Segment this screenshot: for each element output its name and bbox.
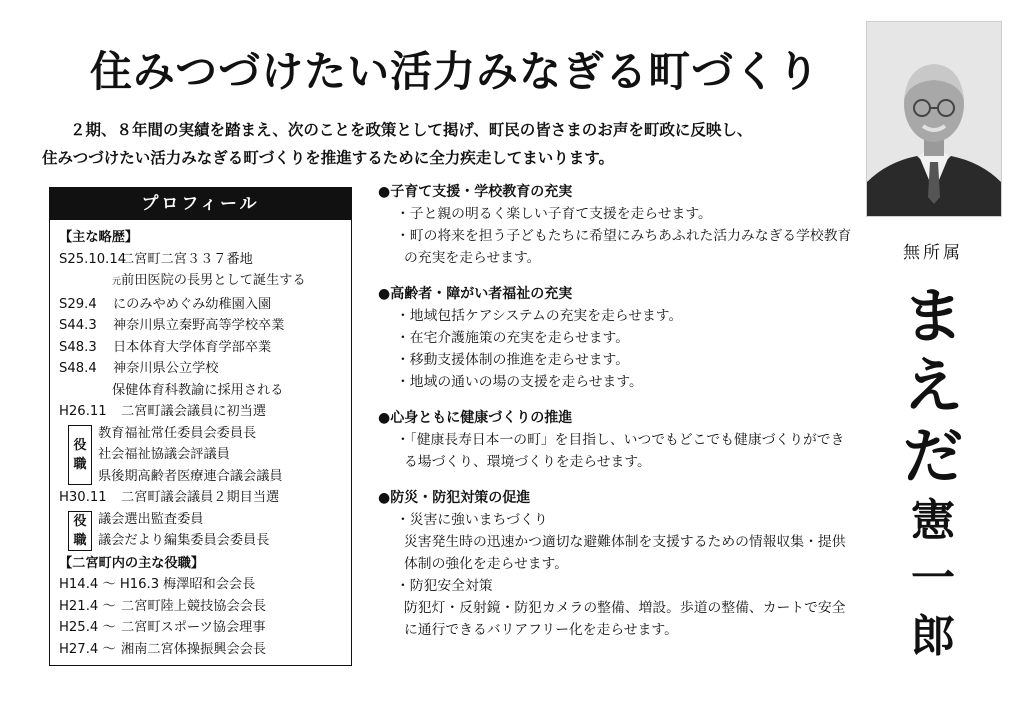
intro-text xyxy=(42,116,862,172)
policy-section xyxy=(378,181,858,269)
policy-item: ・災害に強いまちづくり xyxy=(396,512,548,528)
history-row: H26.11 二宮町議会議員に初当選 xyxy=(59,404,267,419)
role-item: 教育福祉常任委員会委員長 xyxy=(98,425,257,441)
candidate-photo xyxy=(866,21,1002,217)
role-item: 県後期高齢者医療連合議会議員 xyxy=(98,468,283,484)
history-row: S29.4 にのみやめぐみ幼稚園入園 xyxy=(59,296,272,312)
policy-heading: ●高齢者・障がい者福祉の充実 xyxy=(378,286,573,302)
role-label: 役 職 xyxy=(68,425,92,486)
policy-item: ・子と親の明るく楽しい子育て支援を走らせます。 xyxy=(396,206,712,222)
policy-section xyxy=(378,487,858,641)
policy-item: ・町の将来を担う子どもたちに希望にみちあふれた活力みなぎる学校教育の充実を走らせます。 xyxy=(396,228,852,266)
profile-heading: プロフィール xyxy=(50,188,351,220)
local-row: H25.4 ～ 二宮町スポーツ協会理事 xyxy=(59,620,266,635)
policy-heading: ●子育て支援・学校教育の充実 xyxy=(378,184,573,200)
local-row: H14.4 ～ H16.3 梅澤昭和会会長 xyxy=(59,577,256,592)
local-title: 【二宮町内の主な役職】 xyxy=(59,555,205,571)
history-row: S44.3 神奈川県立秦野高等学校卒業 xyxy=(59,318,285,333)
intro-line-1: ２期、８年間の実績を踏まえ、次のことを政策として掲げ、町民の皆さまのお声を町政に反映し、 xyxy=(70,121,753,139)
policy-detail: 防犯灯・反射鏡・防犯カメラの整備、増設。歩道の整備、カートで安全に通行できるバリアフリー化を走らせます。 xyxy=(404,600,846,638)
policy-item: ・地域包括ケアシステムの充実を走らせます。 xyxy=(396,308,683,324)
role-item: 議会選出監査委員 xyxy=(98,511,204,527)
name-char: 一 xyxy=(911,553,955,604)
policy-item: ・地域の通いの場の支援を走らせます。 xyxy=(396,374,643,390)
history-row: 保健体育科教諭に採用される xyxy=(112,382,284,398)
policy-item: ・在宅介護施策の充実を走らせます。 xyxy=(396,330,630,346)
role-item: 社会福祉協議会評議員 xyxy=(98,447,230,462)
portrait-image xyxy=(867,22,1001,216)
affiliation-label: 無所属 xyxy=(903,243,963,263)
history-row: H30.11 二宮町議会議員２期目当選 xyxy=(59,490,280,505)
history-row: 元前田医院の長男として誕生する xyxy=(112,273,306,288)
name-char: 憲 xyxy=(911,495,955,546)
history-row: S25.10.14 二宮町二宮３３７番地 xyxy=(59,251,253,267)
history-title: 【主な略歴】 xyxy=(59,230,139,245)
policy-detail: 災害発生時の迅速かつ適切な避難体制を支援するための情報収集・提供体制の強化を走らせます。 xyxy=(404,534,846,572)
intro-line-2: 住みつづけたい活力みなぎる町づくりを推進するために全力疾走してまいります。 xyxy=(42,149,614,167)
name-char: 郎 xyxy=(911,611,955,662)
local-row: H27.4 ～ 湘南二宮体操振興会会長 xyxy=(59,641,267,657)
local-row: H21.4 ～ 二宮町陸上競技協会会長 xyxy=(59,598,267,614)
policy-section xyxy=(378,407,858,473)
role-item: 議会だより編集委員会委員長 xyxy=(98,533,270,548)
name-char: だ xyxy=(903,422,963,492)
candidate-name xyxy=(866,282,1000,666)
policy-item: ・「健康長寿日本一の町」を目指し、いつでもどこでも健康づくりができる場づくり、環境づくりを走らせます。 xyxy=(396,432,845,470)
policy-section xyxy=(378,283,858,393)
policy-heading: ●心身ともに健康づくりの推進 xyxy=(378,410,573,426)
policy-item: ・防犯安全対策 xyxy=(396,578,493,594)
roles-group-1 xyxy=(68,423,351,488)
history-row: S48.3 日本体育大学体育学部卒業 xyxy=(59,339,272,355)
role-label: 役 職 xyxy=(68,511,92,551)
policies xyxy=(378,181,858,655)
page-title: 住みつづけたい活力みなぎる町づくり xyxy=(89,47,821,96)
policy-heading: ●防災・防犯対策の促進 xyxy=(378,490,531,506)
profile-box xyxy=(49,187,352,666)
policy-item: ・移動支援体制の推進を走らせます。 xyxy=(396,352,630,368)
name-char: え xyxy=(903,352,963,422)
name-char: ま xyxy=(903,282,963,352)
profile-list xyxy=(50,220,351,660)
roles-group-2 xyxy=(68,509,351,553)
history-row: S48.4 神奈川県公立学校 xyxy=(59,361,219,376)
